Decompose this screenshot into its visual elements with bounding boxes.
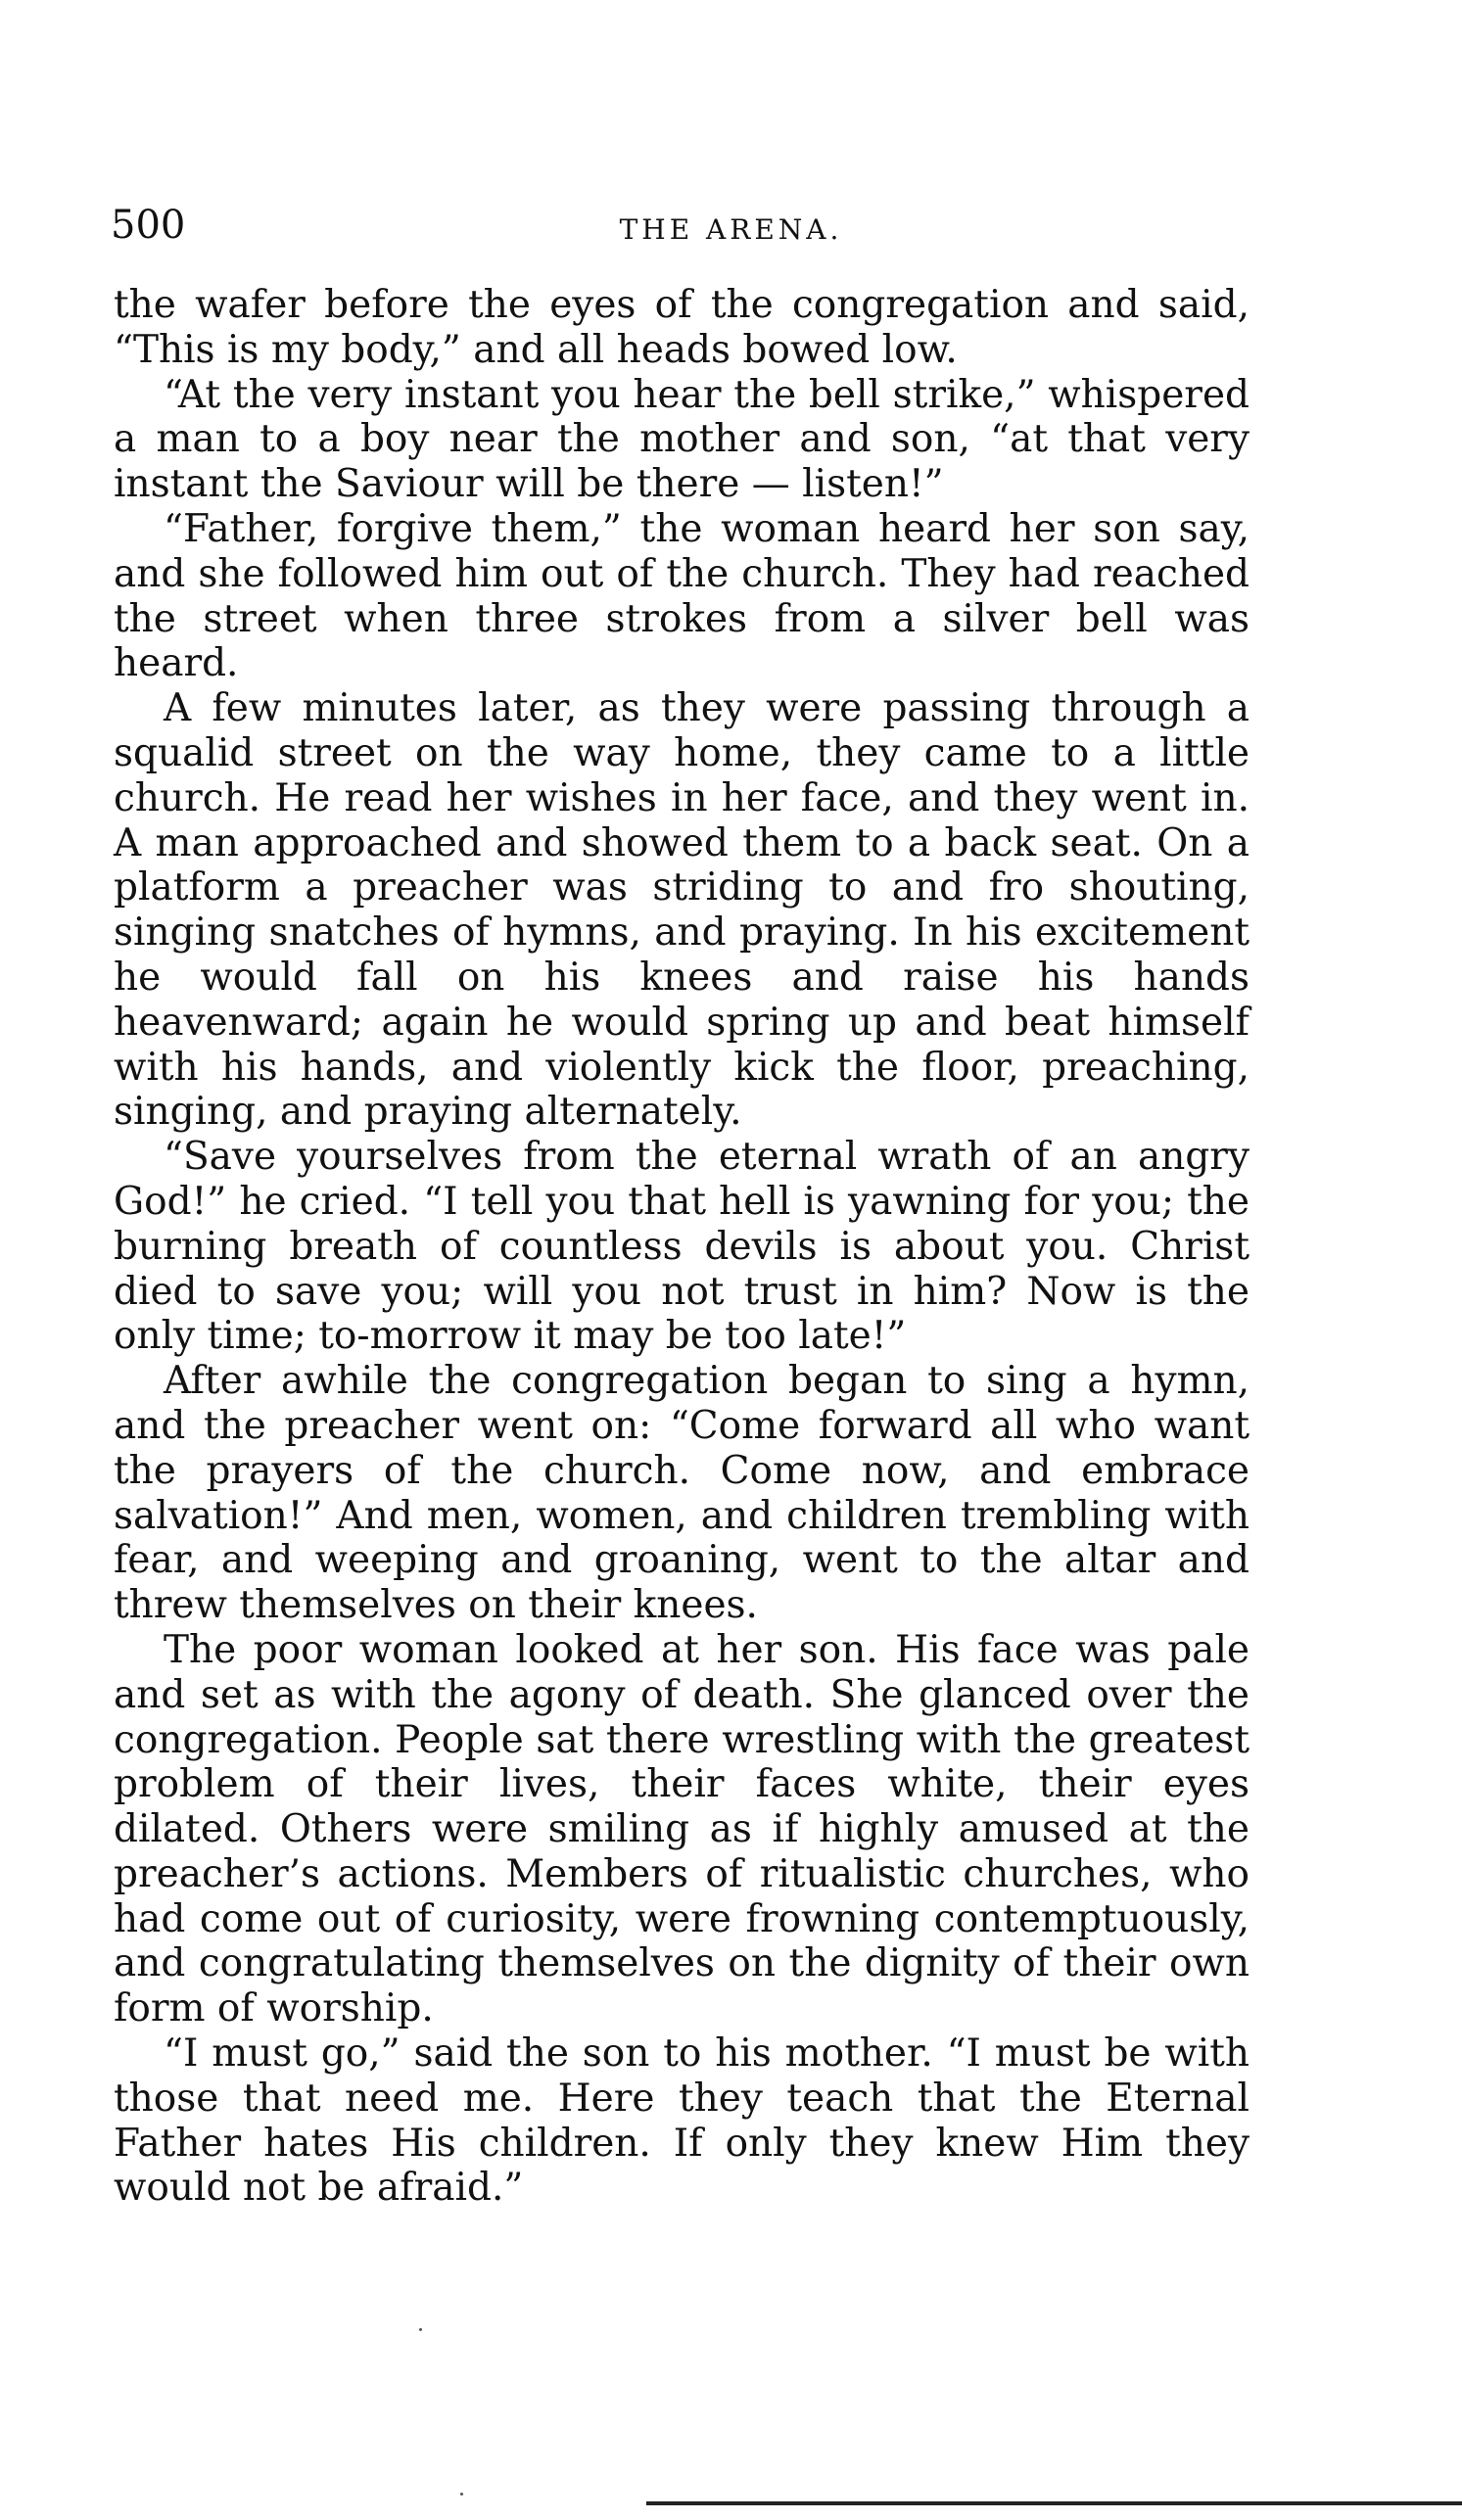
body-text xyxy=(114,283,1250,2211)
bottom-rule xyxy=(646,2501,1462,2505)
paragraph: A few minutes later, as they were passing through a squalid street on the way home, they came to a little church. He read her wishes in her face, and they went in. A man approached and showed them to a back seat. On a platform a preacher was striding to and fro shouting, singing snatches of hymns, and praying. In his excitement he would fall on his knees and raise his hands heavenward; again he would spring up and beat himself with his hands, and violently kick the floor, preaching, singing, and praying alternately. xyxy=(114,686,1250,1135)
scan-speck xyxy=(460,2493,463,2496)
paragraph: “Save yourselves from the eternal wrath of an angry God!” he cried. “I tell you that hell is yawning for you; the burning breath of countless devils is about you. Christ died to save you; will you not trust in him? Now is the only time; to-morrow it may be too late!” xyxy=(114,1135,1250,1359)
paragraph: The poor woman looked at her son. His face was pale and set as with the agony of death. She glanced over the congregation. People sat there wrestling with the greatest problem of their lives, their faces white, their eyes dilated. Others were smiling as if highly amused at the preacher’s actions. Members of ritualistic churches, who had come out of curiosity, were frowning contemptuously, and congratulating themselves on the dignity of their own form of worship. xyxy=(114,1627,1250,2031)
paragraph: “At the very instant you hear the bell strike,” whispered a man to a boy near the mother and son, “at that very instant the Saviour will be there — listen!” xyxy=(114,372,1250,507)
page-number: 500 xyxy=(111,203,186,248)
scan-speck xyxy=(419,2328,422,2331)
paragraph: “I must go,” said the son to his mother. “I must be with those that need me. Here they teach that the Eternal Father hates His children. If only they knew Him they would not be afraid.” xyxy=(114,2031,1250,2211)
paragraph: “Father, forgive them,” the woman heard her son say, and she followed him out of the church. They had reached the street when three strokes from a silver bell was heard. xyxy=(114,506,1250,686)
running-head: THE ARENA. xyxy=(619,213,843,246)
paragraph-continuation: the wafer before the eyes of the congregation and said, “This is my body,” and all heads bowed low. xyxy=(114,283,1250,372)
paragraph: After awhile the congregation began to sing a hymn, and the preacher went on: “Come forward all who want the prayers of the church. Come now, and embrace salvation!” And men, women, and children trembling with fear, and weeping and groaning, went to the altar and threw themselves on their knees. xyxy=(114,1359,1250,1628)
